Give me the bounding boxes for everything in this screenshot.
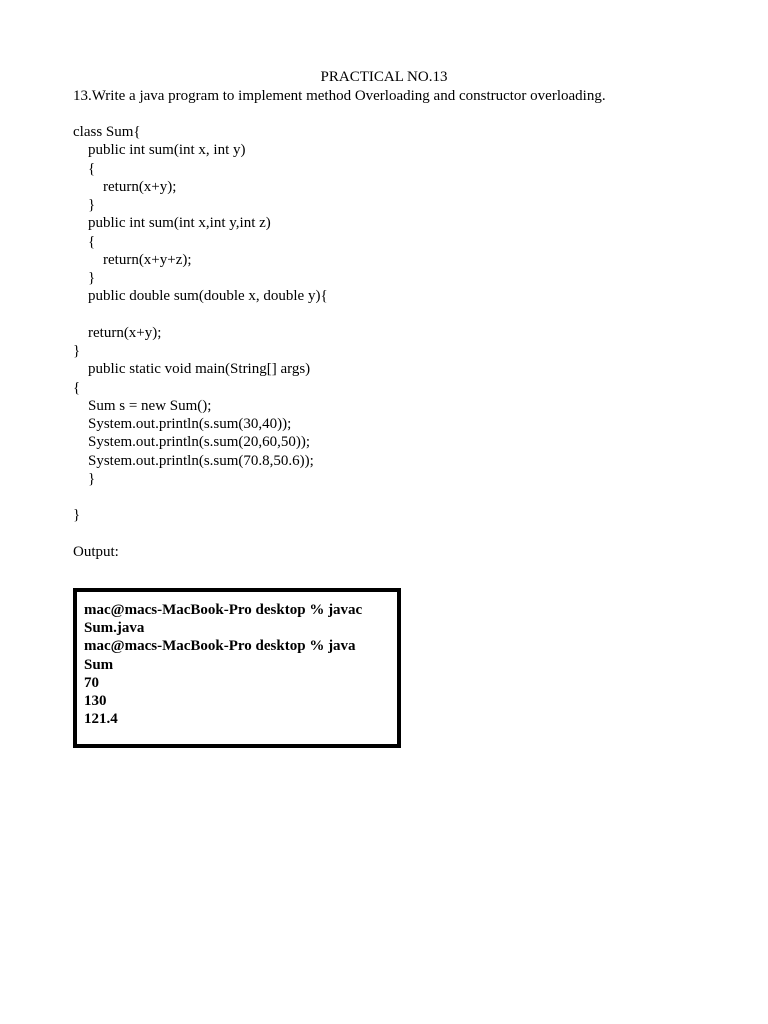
code-line: public int sum(int x,int y,int z)	[73, 215, 271, 232]
terminal-output	[84, 601, 362, 728]
code-line: System.out.println(s.sum(20,60,50));	[73, 434, 311, 451]
code-line: {	[73, 160, 96, 177]
code-line: }	[73, 270, 96, 286]
code-line: }	[73, 197, 96, 213]
terminal-line: Sum	[84, 656, 114, 673]
code-line: return(x+y);	[73, 324, 162, 341]
code-line: System.out.println(s.sum(70.8,50.6));	[73, 452, 314, 469]
terminal-line: 70	[84, 674, 99, 691]
terminal-line: Sum.java	[84, 620, 145, 637]
code-line: {	[73, 233, 96, 250]
code-line: public double sum(double x, double y){	[73, 288, 328, 305]
terminal-line: 130	[84, 692, 107, 709]
code-line: return(x+y);	[73, 178, 177, 195]
code-line	[73, 488, 328, 506]
code-line: {	[73, 379, 81, 396]
terminal-output-box	[73, 588, 401, 748]
code-line: }	[73, 507, 81, 524]
code-line: Sum s = new Sum();	[73, 397, 212, 414]
code-line: return(x+y+z);	[73, 251, 192, 268]
terminal-line: mac@macs-MacBook-Pro desktop % javac	[84, 602, 363, 618]
output-label: Output:	[73, 544, 119, 560]
code-line: }	[73, 343, 81, 359]
code-line	[73, 306, 328, 324]
code-line: public static void main(String[] args)	[73, 361, 311, 378]
code-line: public int sum(int x, int y)	[73, 142, 246, 159]
code-line: }	[73, 470, 96, 487]
page-title: PRACTICAL NO.13	[320, 69, 448, 85]
question-text: 13.Write a java program to implement method Overloading and constructor overloading.	[73, 88, 606, 104]
terminal-line: 121.4	[84, 711, 118, 728]
terminal-line: mac@macs-MacBook-Pro desktop % java	[84, 638, 356, 655]
code-line: class Sum{	[73, 124, 141, 140]
code-line: System.out.println(s.sum(30,40));	[73, 416, 292, 432]
code-listing	[73, 123, 328, 525]
